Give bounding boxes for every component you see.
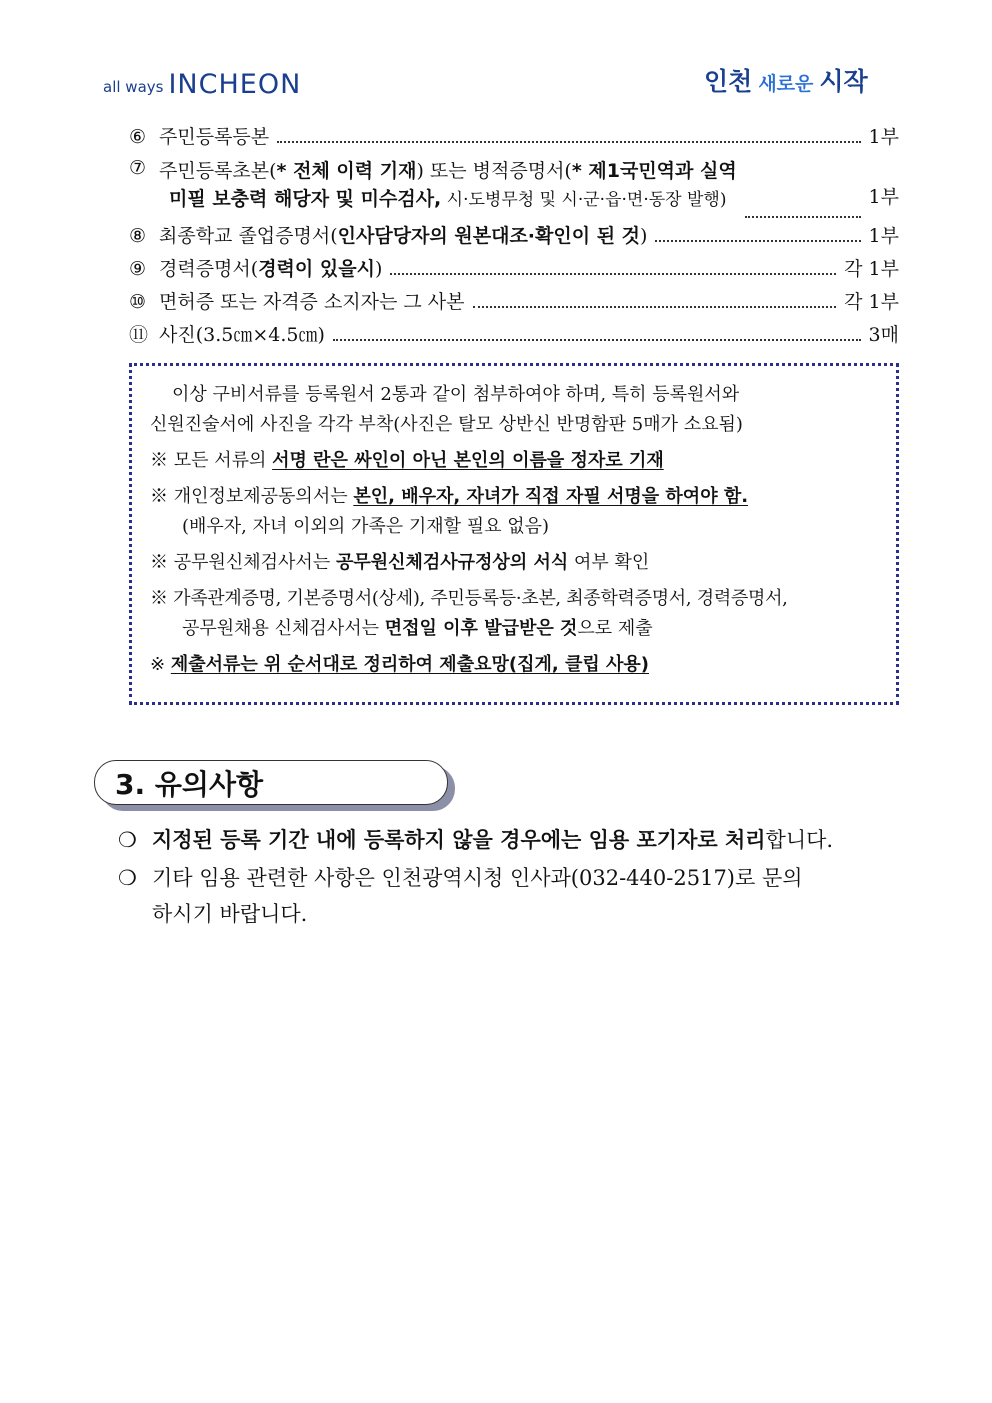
note-signature: ※ 모든 서류의 서명 란은 싸인이 아닌 본인의 이름을 정자로 기재 xyxy=(150,450,664,471)
doc-number: ⑦ xyxy=(129,157,147,179)
logo-slogan-big: INCHEON xyxy=(168,69,302,100)
doc-number: ⑧ xyxy=(129,225,147,247)
doc-quantity: 1부 xyxy=(868,126,899,148)
doc-item xyxy=(129,220,899,253)
logo-right-new: 새로운 xyxy=(758,73,814,95)
note-order: ※ 제출서류는 위 순서대로 정리하여 제출요망(집게, 클립 사용) xyxy=(150,654,650,675)
section-title: 3. 유의사항 xyxy=(94,760,448,805)
doc-quantity: 3매 xyxy=(868,324,899,346)
doc-item xyxy=(129,319,899,352)
note-issue-date: ※ 가족관계증명, 기본증명서(상세), 주민등록등·초본, 최종학력증명서, 경력증명서, xyxy=(150,588,788,609)
logo-slogan-small: all ways xyxy=(103,78,164,96)
note-intro-line: 이상 구비서류를 등록원서 2통과 같이 첨부하여야 하며, 특히 등록원서와 xyxy=(172,384,740,405)
doc-name: 경력증명서(경력이 있을시) xyxy=(159,258,383,280)
doc-name: 면허증 또는 자격증 소지자는 그 사본 xyxy=(159,291,465,313)
doc-quantity: 1부 xyxy=(868,225,899,247)
leader-dots xyxy=(655,240,860,242)
doc-number: ⑨ xyxy=(129,258,147,280)
note-issue-date-cont: 공무원채용 신체검사서는 면접일 이후 발급받은 것으로 제출 xyxy=(182,618,653,639)
doc-name: 사진(3.5㎝×4.5㎝) xyxy=(159,324,325,346)
doc-quantity: 1부 xyxy=(868,186,899,208)
circle-bullet-icon: ❍ xyxy=(118,866,137,890)
note-health-check: ※ 공무원신체검사서는 공무원신체검사규정상의 서식 여부 확인 xyxy=(150,552,650,573)
doc-quantity: 각 1부 xyxy=(844,291,899,313)
new-beginning-logo xyxy=(704,62,868,98)
note-consent-detail: (배우자, 자녀 이외의 가족은 기재할 필요 없음) xyxy=(182,516,550,537)
doc-number: ⑩ xyxy=(129,291,147,313)
doc-name: 주민등록등본 xyxy=(159,126,270,148)
leader-dots xyxy=(277,141,860,143)
incheon-logo xyxy=(103,66,301,100)
caution-item xyxy=(118,860,908,932)
doc-item xyxy=(129,286,899,319)
doc-name: 주민등록초본(* 전체 이력 기재) 또는 병적증명서(* 제1국민역과 실역 미필 보충력 해당자 및 미수검사, 시·도병무청 및 시·군·읍·면·동장 발행) xyxy=(159,160,737,210)
note-intro-line: 신원진술서에 사진을 각각 부착(사진은 탈모 상반신 반명함판 5매가 소요됨) xyxy=(150,414,743,435)
leader-dots xyxy=(390,273,836,275)
leader-dots xyxy=(333,339,861,341)
doc-item xyxy=(129,253,899,286)
doc-item xyxy=(129,121,899,154)
caution-list xyxy=(118,822,908,934)
caution-item xyxy=(118,822,908,858)
notes-box xyxy=(129,363,899,705)
logo-right-city: 인천 xyxy=(704,67,753,96)
note-consent: ※ 개인정보제공동의서는 본인, 배우자, 자녀가 직접 자필 서명을 하여야 함. xyxy=(150,486,749,507)
doc-item xyxy=(129,154,899,220)
leader-dots xyxy=(745,216,861,218)
doc-number: ⑪ xyxy=(129,324,149,346)
leader-dots xyxy=(473,306,837,308)
doc-number: ⑥ xyxy=(129,126,147,148)
logo-right-start: 시작 xyxy=(819,67,868,96)
doc-name: 최종학교 졸업증명서(인사담당자의 원본대조·확인이 된 것) xyxy=(159,225,648,247)
required-documents-list xyxy=(129,121,899,352)
doc-quantity: 각 1부 xyxy=(844,258,899,280)
circle-bullet-icon: ❍ xyxy=(118,828,137,852)
caution-text: 지정된 등록 기간 내에 등록하지 않을 경우에는 임용 포기자로 처리합니다. xyxy=(152,828,834,852)
caution-text: 기타 임용 관련한 사항은 인천광역시청 인사과(032-440-2517)로 문의 하시기 바랍니다. xyxy=(152,866,803,926)
